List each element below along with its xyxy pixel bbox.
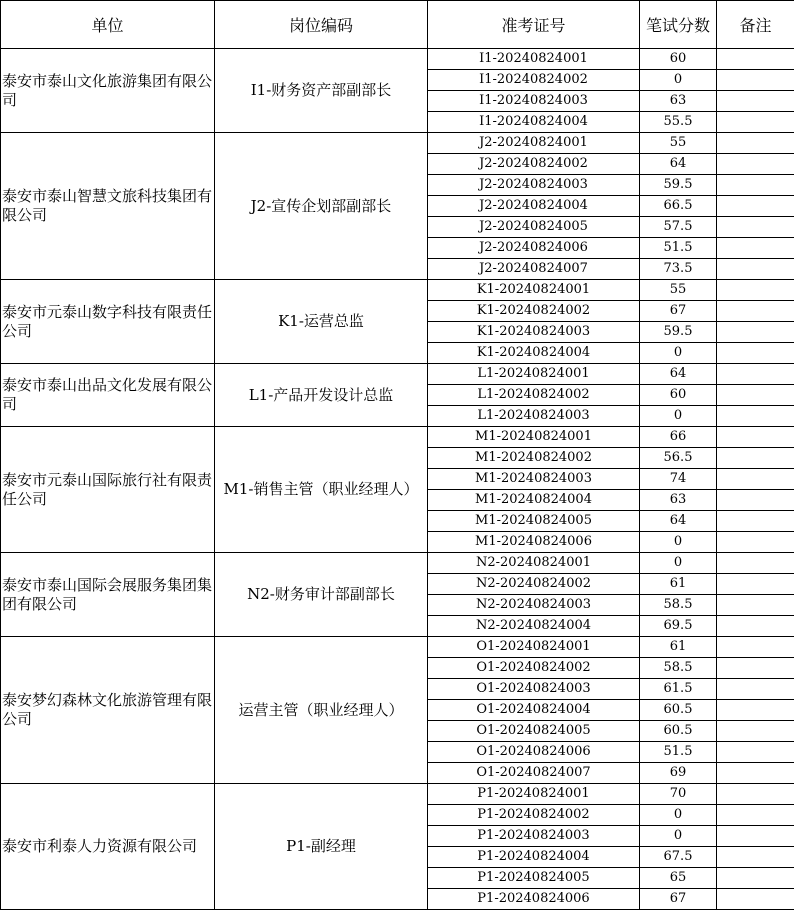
- header-unit: 单位: [1, 1, 215, 49]
- unit-cell: 泰安市泰山出品文化发展有限公司: [1, 364, 215, 427]
- ticket-number-cell: P1-20240824006: [428, 889, 640, 910]
- ticket-number-cell: P1-20240824001: [428, 784, 640, 805]
- post-code-cell: M1-销售主管（职业经理人）: [215, 427, 428, 553]
- remark-cell: [717, 679, 794, 700]
- ticket-number-cell: L1-20240824001: [428, 364, 640, 385]
- score-cell: 51.5: [640, 238, 717, 259]
- ticket-number-cell: L1-20240824003: [428, 406, 640, 427]
- ticket-number-cell: L1-20240824002: [428, 385, 640, 406]
- score-cell: 66: [640, 427, 717, 448]
- ticket-number-cell: O1-20240824006: [428, 742, 640, 763]
- ticket-number-cell: M1-20240824002: [428, 448, 640, 469]
- remark-cell: [717, 322, 794, 343]
- unit-cell: 泰安市利泰人力资源有限公司: [1, 784, 215, 910]
- post-code-cell: I1-财务资产部副部长: [215, 49, 428, 133]
- ticket-number-cell: P1-20240824003: [428, 826, 640, 847]
- remark-cell: [717, 511, 794, 532]
- remark-cell: [717, 700, 794, 721]
- score-cell: 63: [640, 490, 717, 511]
- remark-cell: [717, 91, 794, 112]
- unit-cell: 泰安市元泰山国际旅行社有限责任公司: [1, 427, 215, 553]
- score-cell: 60: [640, 385, 717, 406]
- score-cell: 65: [640, 868, 717, 889]
- remark-cell: [717, 742, 794, 763]
- ticket-number-cell: P1-20240824005: [428, 868, 640, 889]
- remark-cell: [717, 595, 794, 616]
- score-cell: 70: [640, 784, 717, 805]
- ticket-number-cell: N2-20240824002: [428, 574, 640, 595]
- ticket-number-cell: I1-20240824004: [428, 112, 640, 133]
- score-cell: 58.5: [640, 658, 717, 679]
- post-code-cell: K1-运营总监: [215, 280, 428, 364]
- ticket-number-cell: O1-20240824003: [428, 679, 640, 700]
- post-code-cell: L1-产品开发设计总监: [215, 364, 428, 427]
- header-remark: 备注: [717, 1, 794, 49]
- ticket-number-cell: N2-20240824001: [428, 553, 640, 574]
- ticket-number-cell: J2-20240824001: [428, 133, 640, 154]
- remark-cell: [717, 280, 794, 301]
- ticket-number-cell: I1-20240824001: [428, 49, 640, 70]
- ticket-number-cell: O1-20240824007: [428, 763, 640, 784]
- table-row: [1, 364, 794, 385]
- unit-cell: 泰安市泰山国际会展服务集团集团有限公司: [1, 553, 215, 637]
- score-cell: 64: [640, 154, 717, 175]
- ticket-number-cell: K1-20240824002: [428, 301, 640, 322]
- score-cell: 57.5: [640, 217, 717, 238]
- unit-cell: 泰安梦幻森林文化旅游管理有限公司: [1, 637, 215, 784]
- remark-cell: [717, 616, 794, 637]
- remark-cell: [717, 469, 794, 490]
- remark-cell: [717, 784, 794, 805]
- score-cell: 66.5: [640, 196, 717, 217]
- score-cell: 64: [640, 511, 717, 532]
- remark-cell: [717, 238, 794, 259]
- ticket-number-cell: J2-20240824004: [428, 196, 640, 217]
- post-code-cell: 运营主管（职业经理人）: [215, 637, 428, 784]
- score-cell: 69: [640, 763, 717, 784]
- remark-cell: [717, 805, 794, 826]
- ticket-number-cell: O1-20240824001: [428, 637, 640, 658]
- remark-cell: [717, 196, 794, 217]
- remark-cell: [717, 133, 794, 154]
- ticket-number-cell: M1-20240824004: [428, 490, 640, 511]
- remark-cell: [717, 259, 794, 280]
- remark-cell: [717, 364, 794, 385]
- score-cell: 59.5: [640, 322, 717, 343]
- remark-cell: [717, 301, 794, 322]
- table-row: [1, 49, 794, 70]
- score-cell: 67: [640, 889, 717, 910]
- remark-cell: [717, 490, 794, 511]
- remark-cell: [717, 847, 794, 868]
- ticket-number-cell: O1-20240824005: [428, 721, 640, 742]
- remark-cell: [717, 553, 794, 574]
- table-row: [1, 280, 794, 301]
- score-cell: 63: [640, 91, 717, 112]
- unit-cell: 泰安市元泰山数字科技有限责任公司: [1, 280, 215, 364]
- score-cell: 61: [640, 574, 717, 595]
- remark-cell: [717, 427, 794, 448]
- score-cell: 0: [640, 805, 717, 826]
- table-body: [1, 49, 794, 910]
- ticket-number-cell: K1-20240824004: [428, 343, 640, 364]
- ticket-number-cell: O1-20240824002: [428, 658, 640, 679]
- score-cell: 59.5: [640, 175, 717, 196]
- score-cell: 0: [640, 406, 717, 427]
- ticket-number-cell: M1-20240824006: [428, 532, 640, 553]
- unit-cell: 泰安市泰山文化旅游集团有限公司: [1, 49, 215, 133]
- score-cell: 64: [640, 364, 717, 385]
- remark-cell: [717, 658, 794, 679]
- post-code-cell: N2-财务审计部副部长: [215, 553, 428, 637]
- score-cell: 69.5: [640, 616, 717, 637]
- remark-cell: [717, 532, 794, 553]
- post-code-cell: P1-副经理: [215, 784, 428, 910]
- score-cell: 0: [640, 70, 717, 91]
- header-score: 笔试分数: [640, 1, 717, 49]
- header-row: [1, 1, 794, 49]
- score-cell: 0: [640, 343, 717, 364]
- ticket-number-cell: N2-20240824004: [428, 616, 640, 637]
- score-cell: 73.5: [640, 259, 717, 280]
- score-cell: 0: [640, 553, 717, 574]
- remark-cell: [717, 406, 794, 427]
- post-code-cell: J2-宣传企划部副部长: [215, 133, 428, 280]
- ticket-number-cell: P1-20240824002: [428, 805, 640, 826]
- table-row: [1, 427, 794, 448]
- remark-cell: [717, 868, 794, 889]
- remark-cell: [717, 826, 794, 847]
- ticket-number-cell: J2-20240824006: [428, 238, 640, 259]
- remark-cell: [717, 721, 794, 742]
- score-cell: 0: [640, 532, 717, 553]
- ticket-number-cell: J2-20240824005: [428, 217, 640, 238]
- header-post: 岗位编码: [215, 1, 428, 49]
- ticket-number-cell: N2-20240824003: [428, 595, 640, 616]
- score-cell: 60: [640, 49, 717, 70]
- ticket-number-cell: P1-20240824004: [428, 847, 640, 868]
- remark-cell: [717, 889, 794, 910]
- score-cell: 0: [640, 826, 717, 847]
- ticket-number-cell: M1-20240824001: [428, 427, 640, 448]
- ticket-number-cell: J2-20240824007: [428, 259, 640, 280]
- ticket-number-cell: M1-20240824005: [428, 511, 640, 532]
- ticket-number-cell: M1-20240824003: [428, 469, 640, 490]
- remark-cell: [717, 385, 794, 406]
- remark-cell: [717, 448, 794, 469]
- remark-cell: [717, 70, 794, 91]
- remark-cell: [717, 763, 794, 784]
- remark-cell: [717, 217, 794, 238]
- score-cell: 55.5: [640, 112, 717, 133]
- score-cell: 58.5: [640, 595, 717, 616]
- remark-cell: [717, 112, 794, 133]
- table-row: [1, 784, 794, 805]
- ticket-number-cell: O1-20240824004: [428, 700, 640, 721]
- remark-cell: [717, 343, 794, 364]
- table-row: [1, 637, 794, 658]
- remark-cell: [717, 175, 794, 196]
- score-cell: 56.5: [640, 448, 717, 469]
- score-cell: 55: [640, 133, 717, 154]
- score-cell: 61: [640, 637, 717, 658]
- ticket-number-cell: I1-20240824003: [428, 91, 640, 112]
- ticket-number-cell: I1-20240824002: [428, 70, 640, 91]
- ticket-number-cell: K1-20240824003: [428, 322, 640, 343]
- ticket-number-cell: K1-20240824001: [428, 280, 640, 301]
- score-cell: 61.5: [640, 679, 717, 700]
- table-header: [1, 1, 794, 49]
- score-cell: 55: [640, 280, 717, 301]
- header-ticket: 准考证号: [428, 1, 640, 49]
- unit-cell: 泰安市泰山智慧文旅科技集团有限公司: [1, 133, 215, 280]
- remark-cell: [717, 154, 794, 175]
- score-cell: 67: [640, 301, 717, 322]
- score-cell: 51.5: [640, 742, 717, 763]
- score-cell: 60.5: [640, 700, 717, 721]
- table-row: [1, 553, 794, 574]
- score-cell: 60.5: [640, 721, 717, 742]
- table-row: [1, 133, 794, 154]
- score-cell: 74: [640, 469, 717, 490]
- ticket-number-cell: J2-20240824002: [428, 154, 640, 175]
- remark-cell: [717, 49, 794, 70]
- ticket-number-cell: J2-20240824003: [428, 175, 640, 196]
- remark-cell: [717, 574, 794, 595]
- score-cell: 67.5: [640, 847, 717, 868]
- remark-cell: [717, 637, 794, 658]
